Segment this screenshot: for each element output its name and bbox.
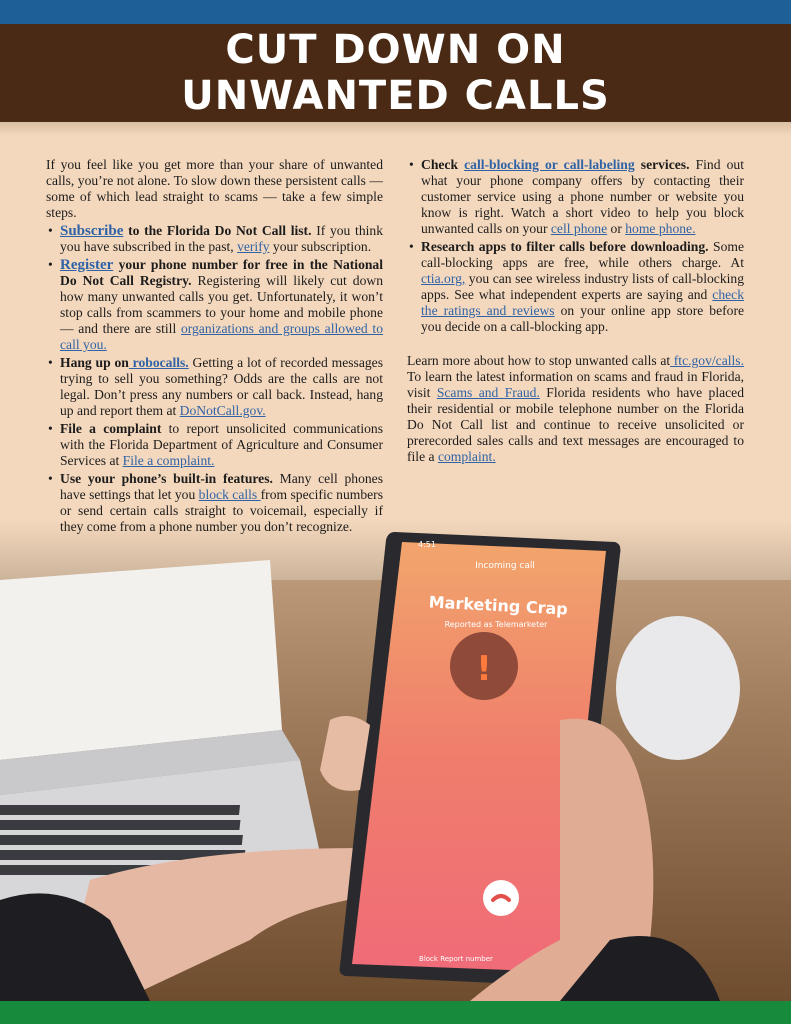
subscribe-link[interactable]: Subscribe	[60, 223, 124, 239]
donotcall-link[interactable]: DoNotCall.gov.	[179, 403, 266, 418]
tip-check-text2: or	[607, 221, 626, 236]
left-column	[46, 157, 383, 537]
tip-check-text: Find out what your phone company offers by contacting their customer service using a phone number or website you know is right. Watch a short video to help you block unwanted calls on your	[421, 157, 744, 236]
learn-more-paragraph	[407, 353, 744, 465]
bottom-accent-bar	[0, 1001, 791, 1024]
tip-hangup-bold: Hang up on	[60, 355, 129, 370]
tip-builtin-text: Many cell phones have settings that let you	[60, 471, 383, 502]
call-blocking-link[interactable]: call-blocking or call-labeling	[464, 157, 635, 172]
tip-hangup-text: Getting a lot of recorded messages trying to sell you something? Odds are the calls are not legal. Don’t press any numbers or call back. Instead, hang up and report them at	[60, 355, 383, 418]
home-phone-link[interactable]: home phone.	[625, 221, 696, 236]
photo-illustration	[0, 520, 791, 1001]
verify-link[interactable]: verify	[237, 239, 270, 254]
organizations-link[interactable]: organizations and groups allowed to call you.	[60, 321, 383, 352]
tip-builtin-bold: Use your phone’s built-in features.	[60, 471, 273, 486]
tip-research-text3: on your online app store before you decide on a call-blocking app.	[421, 303, 744, 334]
tip-register-bold: your phone number for free in the National Do Not Call Registry.	[60, 257, 383, 288]
photo-laptop-and-phone	[0, 520, 791, 1001]
file-complaint-link[interactable]: File a complaint.	[122, 453, 215, 468]
complaint-link[interactable]: complaint.	[437, 449, 496, 464]
learn-text-2: To learn the latest information on scams and fraud in Florida, visit	[407, 369, 744, 400]
tips-list-right	[407, 157, 744, 335]
tip-register	[60, 257, 383, 353]
cell-phone-link[interactable]: cell phone	[550, 221, 608, 236]
tip-check-services	[421, 157, 744, 237]
phone-bottom-text: Block Report number	[419, 955, 493, 963]
phone-reported-label: Reported as Telemarketer	[444, 620, 548, 629]
learn-text-3: Florida residents who have placed their residential or mobile telephone number on the Florida Do Not Call list and continue to receive unsolicited or prerecorded sales calls and text messages are encouraged to file a	[407, 385, 745, 464]
right-column	[407, 157, 744, 465]
register-link[interactable]: Register	[60, 257, 114, 273]
robocalls-link[interactable]: robocalls.	[128, 355, 189, 370]
phone-incoming-label: Incoming call	[475, 561, 535, 571]
tip-research-text2: you can see wireless industry lists of call-blocking apps. See what independent experts are saying and	[421, 271, 744, 302]
top-accent-bar	[0, 0, 791, 24]
ftc-calls-link[interactable]: ftc.gov/calls.	[670, 353, 744, 368]
title-banner	[0, 24, 791, 122]
tip-file-bold: File a complaint	[60, 421, 162, 436]
tip-builtin-text2: from specific numbers or send certain calls straight to voicemail, especially if they come from a phone number you don’t recognize.	[60, 487, 383, 534]
tip-check-bold2: services.	[634, 157, 690, 172]
alert-icon: !	[476, 649, 492, 689]
tip-hang-up	[60, 355, 383, 419]
tip-check-bold: Check	[421, 157, 465, 172]
block-calls-link[interactable]: block calls	[198, 487, 261, 502]
phone-status-time: 4:51	[418, 540, 436, 549]
phone-caller-name: Marketing Crap	[428, 592, 569, 619]
tips-list-left	[46, 223, 383, 535]
tip-subscribe-text2: your subscription.	[269, 239, 372, 254]
tip-builtin-features	[60, 471, 383, 535]
intro-paragraph: If you feel like you get more than your share of unwanted calls, you’re not alone. To slow down these persistent calls — some of which lead straight to scams — take a few simple steps.	[46, 157, 383, 220]
tip-research-apps	[421, 239, 744, 335]
learn-text-1: Learn more about how to stop unwanted calls at	[407, 353, 671, 368]
ctia-link[interactable]: ctia.org,	[421, 271, 466, 286]
tip-file-text: to report unsolicited communications with the Florida Department of Agriculture and Consumer Services at	[60, 421, 383, 468]
title-line-1: CUT DOWN ON	[225, 27, 566, 73]
title-shadow	[0, 122, 791, 136]
title-line-2: UNWANTED CALLS	[181, 73, 610, 119]
tip-research-bold: Research apps to filter calls before downloading.	[421, 239, 709, 254]
tip-subscribe	[60, 223, 383, 255]
tip-subscribe-bold: to the Florida Do Not Call list.	[123, 223, 312, 238]
tip-register-text: Registering will likely cut down how many unwanted calls you get. Unfortunately, it won’t stop calls from scammers to your home and mobile phone — and there are still	[60, 273, 383, 336]
tip-file-complaint	[60, 421, 383, 469]
tip-research-text: Some call-blocking apps are free, while others charge. At	[421, 239, 744, 270]
tip-subscribe-text: If you think you have subscribed in the past,	[60, 223, 383, 254]
ratings-reviews-link[interactable]: check the ratings and reviews	[421, 287, 744, 318]
scams-fraud-link[interactable]: Scams and Fraud.	[436, 385, 540, 400]
